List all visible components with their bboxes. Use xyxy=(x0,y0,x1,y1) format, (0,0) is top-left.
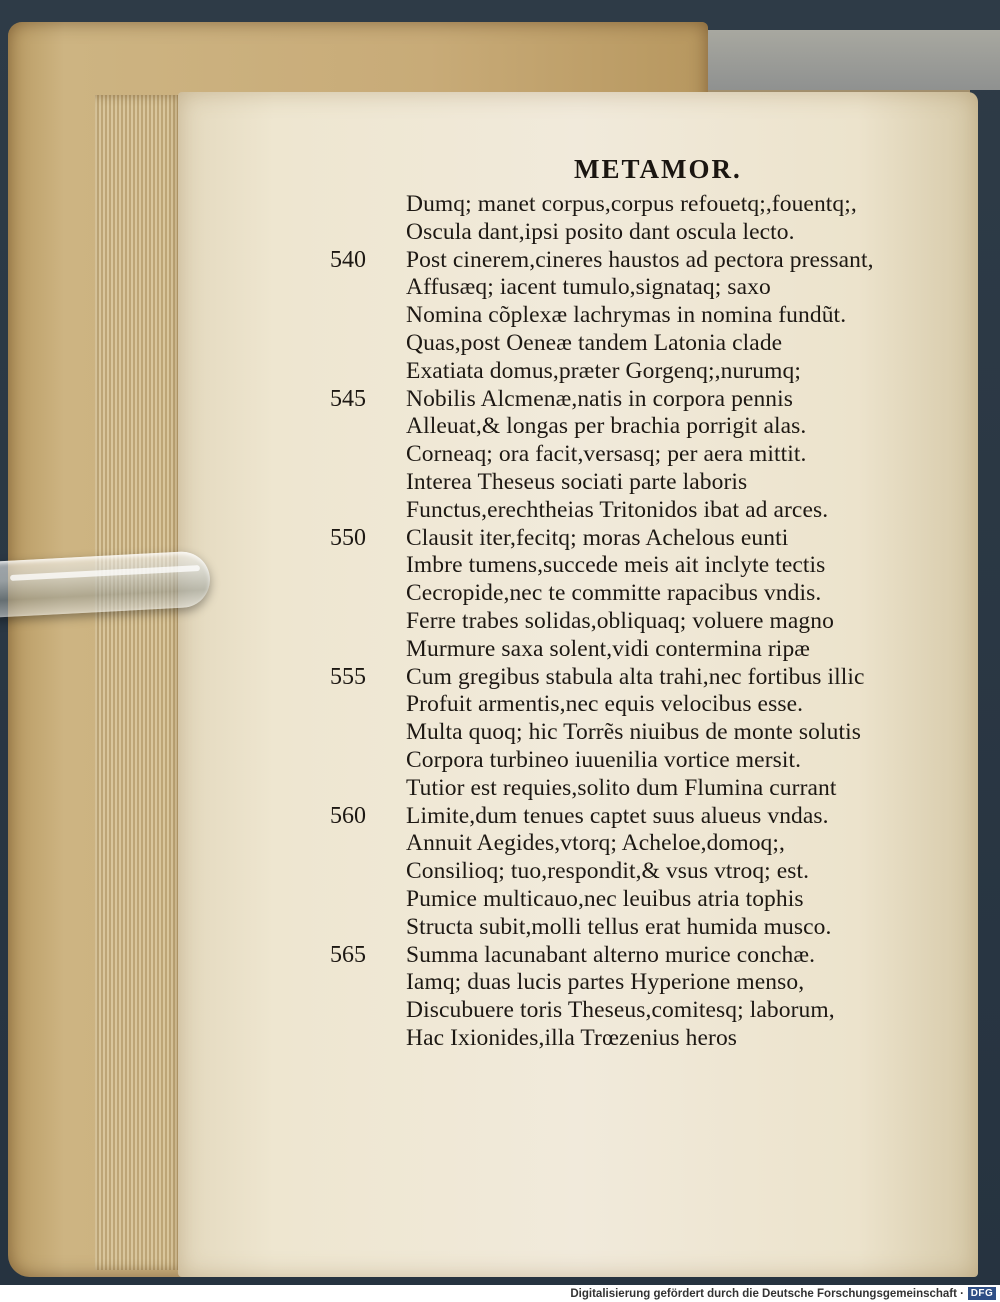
verse-text-block xyxy=(330,190,930,1052)
verse-line xyxy=(330,357,930,385)
verse-text: Structa subit,molli tellus erat humida musco. xyxy=(406,913,832,940)
verse-line xyxy=(330,885,930,913)
verse-line xyxy=(330,607,930,635)
verse-text: Dumq; manet corpus,corpus refouetq;,fouentq;, xyxy=(406,191,857,217)
verse-line xyxy=(330,690,930,718)
verse-line xyxy=(330,190,930,218)
verse-text: Post cinerem,cineres haustos ad pectora pressant, xyxy=(406,246,874,273)
verse-text: Pumice multicauo,nec leuibus atria tophis xyxy=(406,885,804,912)
verse-text: Murmure saxa solent,vidi contermina ripæ xyxy=(406,635,811,662)
verse-line xyxy=(330,718,930,746)
verse-text: Iamq; duas lucis partes Hyperione menso, xyxy=(406,969,805,996)
verse-line xyxy=(330,551,930,579)
line-number: 545 xyxy=(330,385,366,412)
verse-line xyxy=(330,524,930,552)
verse-line xyxy=(330,301,930,329)
verse-line xyxy=(330,579,930,607)
verse-line xyxy=(330,273,930,301)
verse-text: Functus,erechtheias Tritonidos ibat ad arces. xyxy=(406,496,829,523)
verse-text: Exatiata domus,præter Gorgenq;,nurumq; xyxy=(406,357,801,384)
verse-line xyxy=(330,996,930,1024)
footer-credit: Digitalisierung gefördert durch die Deutsche Forschungsgemeinschaft · xyxy=(570,1288,964,1300)
verse-line xyxy=(330,774,930,802)
verse-line xyxy=(330,913,930,941)
verse-line xyxy=(330,941,930,969)
verse-line xyxy=(330,246,930,274)
dfg-logo: DFG xyxy=(968,1287,996,1300)
verse-text: Summa lacunabant alterno murice conchæ. xyxy=(406,941,816,968)
verse-line xyxy=(330,385,930,413)
line-number: 550 xyxy=(330,524,366,551)
verse-text: Quas,post Oeneæ tandem Latonia clade xyxy=(406,329,783,356)
verse-line xyxy=(330,440,930,468)
page-edges xyxy=(95,95,185,1270)
verse-text: Imbre tumens,succede meis ait inclyte tectis xyxy=(406,552,826,579)
verse-text: Cecropide,nec te committe rapacibus vndis. xyxy=(406,580,822,607)
verse-text: Hac Ixionides,illa Trœzenius heros xyxy=(406,1024,738,1051)
verse-text: Cum gregibus stabula alta trahi,nec fortibus illic xyxy=(406,663,865,690)
glass-page-weight xyxy=(0,550,211,617)
line-number: 540 xyxy=(330,246,366,273)
verse-text: Corneaq; ora facit,versasq; per aera mittit. xyxy=(406,441,807,468)
verse-line xyxy=(330,468,930,496)
verse-text: Multa quoq; hic Torrẽs niuibus de monte solutis xyxy=(406,719,861,746)
line-number: 555 xyxy=(330,663,366,690)
verse-text: Consilioq; tuo,respondit,& vsus vtroq; est. xyxy=(406,858,810,885)
verse-text: Oscula dant,ipsi posito dant oscula lecto. xyxy=(406,218,795,245)
verse-line xyxy=(330,218,930,246)
verse-line xyxy=(330,1024,930,1052)
verse-text: Profuit armentis,nec equis velocibus esse. xyxy=(406,691,804,718)
running-head: METAMOR. xyxy=(574,154,742,184)
verse-line xyxy=(330,635,930,663)
verse-text: Affusæq; iacent tumulo,signataq; saxo xyxy=(406,274,771,301)
verse-line xyxy=(330,746,930,774)
line-number: 560 xyxy=(330,802,366,829)
verse-text: Corpora turbineo iuuenilia vortice mersit. xyxy=(406,746,802,773)
verse-line xyxy=(330,329,930,357)
verse-text: Tutior est requies,solito dum Flumina currant xyxy=(406,774,837,801)
verse-line xyxy=(330,663,930,691)
verse-text: Nomina cõplexæ lachrymas in nomina fundũt. xyxy=(406,302,847,329)
verse-text: Interea Theseus sociati parte laboris xyxy=(406,468,748,495)
verse-text: Ferre trabes solidas,obliquaq; voluere magno xyxy=(406,607,834,634)
verse-line xyxy=(330,802,930,830)
verse-text: Alleuat,& longas per brachia porrigit alas. xyxy=(406,413,807,440)
verse-text: Clausit iter,fecitq; moras Achelous eunti xyxy=(406,524,789,551)
verse-line xyxy=(330,857,930,885)
verse-text: Discubuere toris Theseus,comitesq; laborum, xyxy=(406,997,835,1024)
verse-line xyxy=(330,412,930,440)
verse-line xyxy=(330,968,930,996)
verse-text: Nobilis Alcmenæ,natis in corpora pennis xyxy=(406,385,794,412)
verse-line xyxy=(330,829,930,857)
verse-text: Limite,dum tenues captet suus alueus vndas. xyxy=(406,802,829,829)
line-number: 565 xyxy=(330,941,366,968)
book-top-lining xyxy=(700,30,1000,90)
verse-text: Annuit Aegides,vtorq; Acheloe,domoq;, xyxy=(406,830,785,857)
verse-line xyxy=(330,496,930,524)
